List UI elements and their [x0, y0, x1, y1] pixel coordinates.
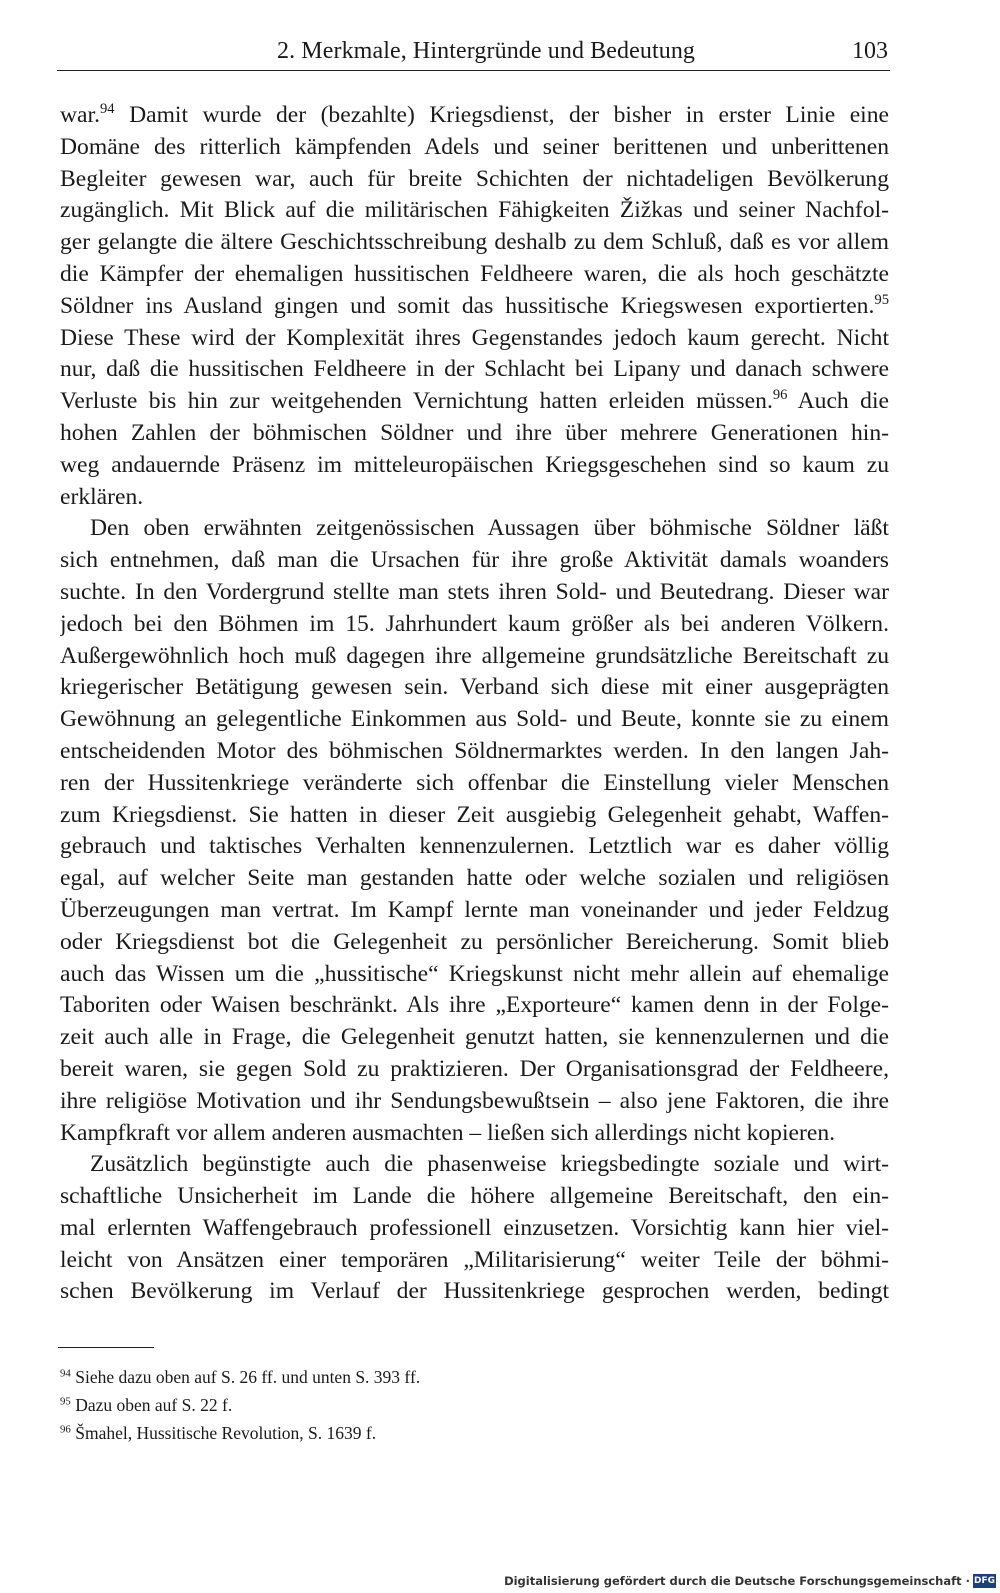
text-line: die Kämpfer der ehemaligen hussitischen Feldheere waren, die als hoch geschätzte — [60, 260, 889, 287]
text-line: oder Kriegsdienst bot die Gelegenheit zu persönlicher Bereicherung. Somit blieb — [60, 928, 889, 955]
text-line: kriegerischer Betätigung gewesen sein. Verband sich diese mit einer ausgeprägten — [60, 674, 889, 701]
footnote-marker: 95 — [874, 292, 889, 309]
text-line: sich entnehmen, daß man die Ursachen für ihre große Aktivität damals woanders — [60, 547, 889, 574]
text-segment: Verluste bis hin zur weitgehenden Vernichtung hatten erleiden müssen. — [60, 388, 773, 415]
footnote-marker: 94 — [99, 101, 115, 118]
running-header — [57, 36, 890, 71]
dfg-logo: DFG — [973, 1576, 995, 1586]
text-line: zum Kriegsdienst. Sie hatten in dieser Zeit ausgiebig Gelegenheit gehabt, Waffen- — [60, 801, 889, 828]
text-line: bereit waren, sie gegen Sold zu praktizieren. Der Organisationsgrad der Feldheere, — [60, 1055, 889, 1082]
text-line: Begleiter gewesen war, auch für breite Schichten der nichtadeligen Bevölkerung — [60, 165, 889, 192]
text-line: Kampfkraft vor allem anderen ausmachten – ließen sich allerdings nicht kopieren. — [60, 1119, 836, 1146]
footnote-marker: 96 — [772, 387, 788, 404]
footnote — [60, 1419, 660, 1447]
text-line — [60, 291, 889, 323]
footnote-text: Dazu oben auf S. 22 f. — [70, 1395, 233, 1415]
text-line: weg andauernde Präsenz im mitteleuropäischen Kriegsgeschehen sind so kaum zu — [60, 451, 889, 478]
footnotes — [60, 1363, 660, 1447]
text-line: nur, daß die hussitischen Feldheere in der Schlacht bei Lipany und danach schwere — [60, 356, 889, 383]
text-line: zeit auch alle in Frage, die Gelegenheit genutzt hatten, sie kennenzulernen und die — [60, 1024, 889, 1051]
footnote-number: 94 — [60, 1367, 71, 1380]
text-line: entscheidenden Motor des böhmischen Söldnermarktes werden. In den langen Jah- — [60, 737, 889, 764]
footnote-separator — [58, 1347, 154, 1348]
text-line: jedoch bei den Böhmen im 15. Jahrhundert kaum größer als bei anderen Völkern. — [60, 610, 889, 637]
text-segment: Auch die — [787, 388, 889, 415]
text-line: suchte. In den Vordergrund stellte man stets ihren Sold- und Beutedrang. Dieser war — [60, 578, 889, 605]
text-line: gebrauch und taktisches Verhalten kennenzulernen. Letztlich war es daher völlig — [60, 833, 889, 860]
text-segment: Damit wurde der (bezahlte) Kriegsdienst, der bisher in erster Linie eine — [114, 102, 889, 128]
running-title: 2. Merkmale, Hintergründe und Bedeutung — [277, 38, 696, 64]
body-text — [60, 100, 889, 1308]
digitization-credit: Digitalisierung gefördert durch die Deutsche Forschungsgemeinschaft · — [504, 1574, 970, 1588]
text-line: leicht von Ansätzen einer temporären „Militarisierung“ weiter Teile der böhmi- — [60, 1246, 889, 1273]
text-line: Diese These wird der Komplexität ihres Gegenstandes jedoch kaum gerecht. Nicht — [60, 324, 889, 351]
text-line: Außergewöhnlich hoch muß dagegen ihre allgemeine grundsätzliche Bereitschaft zu — [60, 642, 889, 669]
text-line: Taboriten oder Waisen beschränkt. Als ihre „Exporteure“ kamen denn in der Folge- — [60, 992, 889, 1019]
text-line: Den oben erwähnten zeitgenössischen Aussagen über böhmische Söldner läßt — [90, 515, 889, 542]
text-line: Zusätzlich begünstigte auch die phasenweise kriegsbedingte soziale und wirt- — [90, 1151, 889, 1178]
digitization-credit-bar — [0, 1572, 1000, 1593]
text-line: Überzeugungen man vertrat. Im Kampf lernte man voneinander und jeder Feldzug — [60, 896, 889, 923]
text-line: Domäne des ritterlich kämpfenden Adels und seiner berittenen und unberittenen — [60, 133, 889, 160]
text-line: mal erlernten Waffengebrauch professionell einzusetzen. Vorsichtig kann hier viel- — [60, 1214, 889, 1241]
text-segment: war. — [60, 102, 100, 128]
text-line: auch das Wissen um die „hussitische“ Kriegskunst nicht mehr allein auf ehemalige — [60, 960, 889, 987]
text-segment: Söldner ins Ausland gingen und somit das hussitische Kriegswesen exportierten. — [60, 292, 875, 319]
footnote — [60, 1391, 660, 1419]
text-line: zugänglich. Mit Blick auf die militärischen Fähigkeiten Žižkas und seiner Nachfol- — [60, 197, 889, 224]
footnote-text: Šmahel, Hussitische Revolution, S. 1639 f. — [70, 1423, 377, 1443]
footnote-number: 95 — [60, 1395, 71, 1408]
footnote — [60, 1363, 660, 1391]
text-line: erklären. — [60, 483, 144, 510]
page-number: 103 — [852, 38, 888, 64]
text-line: schen Bevölkerung im Verlauf der Hussitenkriege gesprochen werden, bedingt — [60, 1278, 889, 1305]
text-line: Gewöhnung an gelegentliche Einkommen aus Sold- und Beute, konnte sie zu einem — [60, 706, 889, 733]
text-line: ihre religiöse Motivation und ihr Sendungsbewußtsein – also jene Faktoren, die ihre — [60, 1087, 889, 1114]
text-line: ren der Hussitenkriege veränderte sich offenbar die Einstellung vieler Menschen — [60, 769, 889, 796]
text-line: egal, auf welcher Seite man gestanden hatte oder welche sozialen und religiösen — [60, 865, 889, 892]
text-line — [60, 100, 889, 132]
footnote-text: Siehe dazu oben auf S. 26 ff. und unten S. 393 ff. — [70, 1367, 421, 1387]
text-line: hohen Zahlen der böhmischen Söldner und ihre über mehrere Generationen hin- — [60, 419, 889, 446]
text-line: ger gelangte die ältere Geschichtsschreibung deshalb zu dem Schluß, daß es vor allem — [60, 229, 889, 256]
text-line — [60, 386, 889, 418]
text-line: schaftliche Unsicherheit im Lande die höhere allgemeine Bereitschaft, den ein- — [60, 1183, 889, 1210]
footnote-number: 96 — [60, 1423, 71, 1436]
